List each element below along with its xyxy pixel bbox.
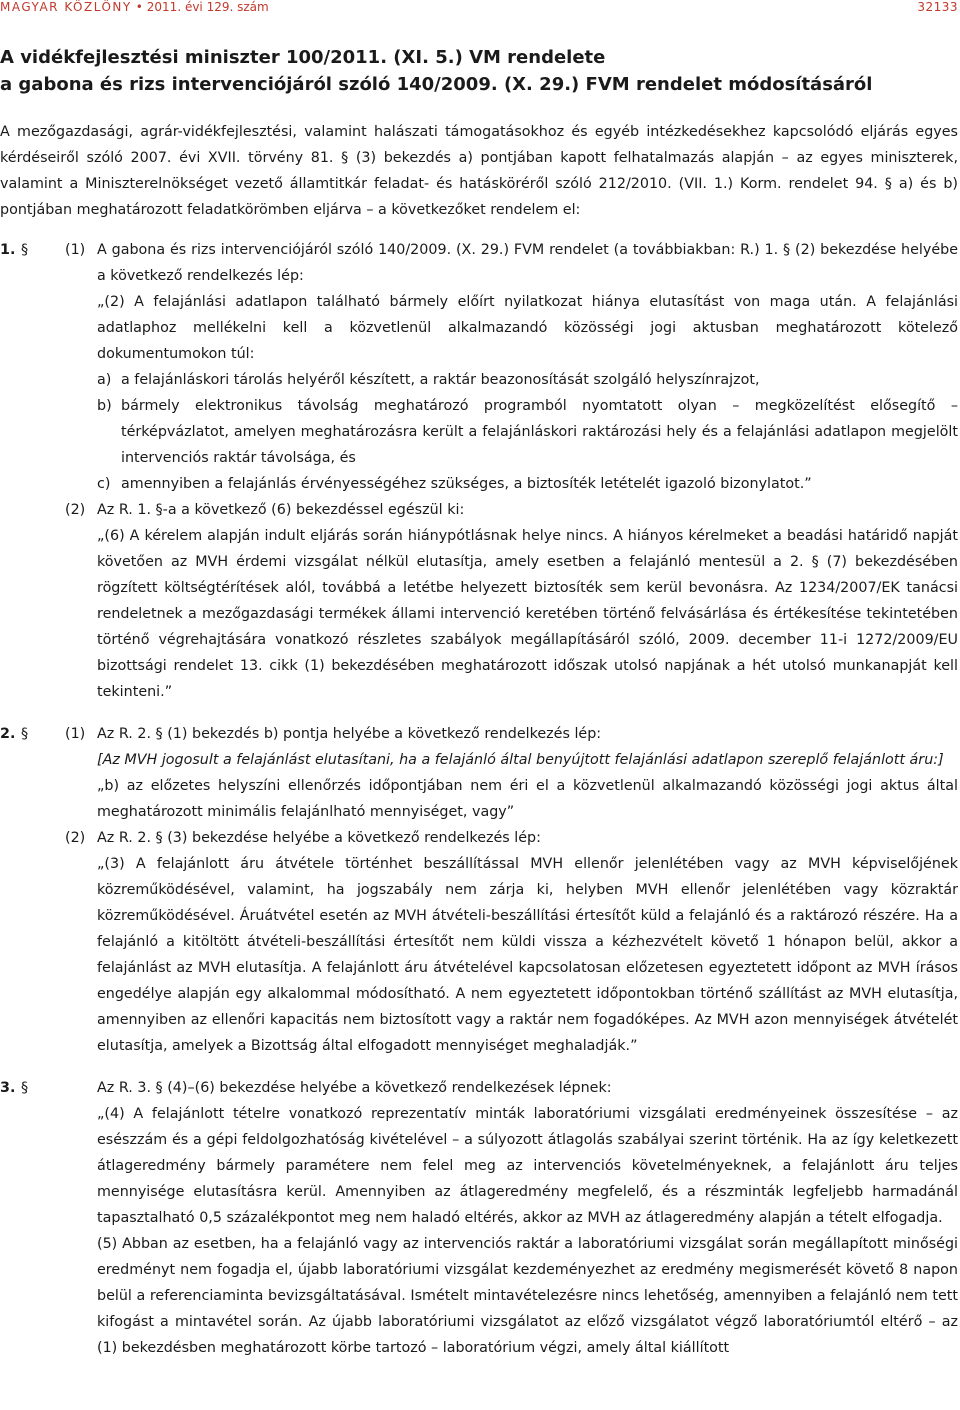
- paragraph-body: [97, 721, 958, 825]
- quoted-provision-5: (5) Abban az esetben, ha a felajánló vagy az intervenciós raktár a laboratóriumi vizsgálat során megállapított minőségi eredményt nem fogadja el, újabb laboratóriumi vizsgálat kezdeményezhet az eredmény megismerését követő 8 napon belül a referenciaminta bevizsgáltatásával. Ismételt mintavételezésre nincs lehetőség, amennyiben a felajánló nem tett kifogást a mintavétel során. Az újabb laboratóriumi vizsgálatot az előző vizsgálatot végző laboratóriumtól eltérő – az (1) bekezdésben meghatározott körbe tartozó – laboratórium végzi, amely által kiállított: [97, 1236, 958, 1356]
- paragraph-2: [65, 497, 958, 705]
- quoted-provision: „(6) A kérelem alapján indult eljárás során hiánypótlásnak helye nincs. A hiányos kérelmeket a beadási határidő napját követően az MVH érdemi vizsgálat nélkül elutasítja, amely esetben a felajánló mentesül a 2. § (7) bekezdésében rögzített költségtérítések alól, továbbá a letétbe helyezett biztosíték sem kerül bevonásra. Az 1234/2007/EK tanácsi rendeletnek a mezőgazdasági termékek állami intervenció keretében történő felvásárlása és értékesítése tekintetében történő végrehajtására vonatkozó részletes szabályok megállapításáról szóló, 2009. december 11-i 1272/2009/EU bizottsági rendelet 13. cikk (1) bekezdésében meghatározott időszak utolsó napjának a hét utolsó munkanapját kell tekinteni.”: [97, 528, 958, 700]
- item-text: amennyiben a felajánlás érvényességéhez szükséges, a biztosíték letételét igazoló bizonylatot.”: [121, 476, 812, 492]
- paragraph-2: [65, 825, 958, 1059]
- paragraph-intro: Az R. 3. § (4)–(6) bekezdése helyébe a következő rendelkezések lépnek:: [97, 1080, 612, 1096]
- quoted-provision: „(2) A felajánlási adatlapon található bármely előírt nyilatkozat hiánya elutasítást von maga után. A felajánlási adatlaphoz mellékelni kell a közvetlenül alkalmazandó közösségi jogi aktusban meghatározott kötelező dokumentumokon túl:: [97, 294, 958, 362]
- item-label: c): [97, 476, 111, 492]
- item-text: a felajánláskori tárolás helyéről készített, a raktár beazonosítását szolgáló helyszínrajzot,: [121, 372, 760, 388]
- page-header: [0, 0, 960, 16]
- decree-title: [0, 44, 940, 98]
- section-symbol: §: [21, 242, 29, 258]
- paragraph-number: (1): [65, 242, 86, 258]
- section-body: [65, 237, 958, 705]
- title-line-2: a gabona és rizs intervenciójáról szóló 140/2009. (X. 29.) FVM rendelet módosításáról: [0, 74, 873, 95]
- section-number: 1.: [0, 242, 16, 258]
- item-label: b): [97, 398, 112, 414]
- item-label: a): [97, 372, 112, 388]
- title-line-1: A vidékfejlesztési miniszter 100/2011. (XI. 5.) VM rendelete: [0, 47, 606, 68]
- section-number: 2.: [0, 726, 16, 742]
- paragraph-intro: Az R. 2. § (3) bekezdése helyébe a következő rendelkezés lép:: [97, 830, 541, 846]
- italic-context: [Az MVH jogosult a felajánlást elutasítani, ha a felajánló által benyújtott felajánlási adatlapon szereplő felajánlott áru:]: [97, 752, 944, 768]
- issue-label: 2011. évi 129. szám: [146, 0, 269, 14]
- journal-name: MAGYAR KÖZLÖNY: [0, 0, 132, 14]
- preamble: A mezőgazdasági, agrár-vidékfejlesztési, valamint halászati támogatásokhoz és egyéb intézkedésekhez kapcsolódó eljárás egyes kérdéseiről szóló 2007. évi XVII. törvény 81. § (3) bekezdés a) pontjában kapott felhatalmazás alapján – az egyes miniszterek, valamint a Miniszterelnökséget vezető államtitkár feladat- és hatásköréről szóló 212/2010. (VII. 1.) Korm. rendelet 94. § a) és b) pontjában meghatározott feladatkörömben eljárva – a következőket rendelem el:: [0, 124, 958, 218]
- quoted-provision-4: „(4) A felajánlott tételre vonatkozó reprezentatív minták laboratóriumi vizsgálati eredményeinek összesítése – az esészzám és a gépi feldolgozhatóság kivételével – a súlyozott átlagolás szabályai szerint történik. Ha az így keletkezett átlageredmény bármely paramétere nem felel meg az intervenciós követelményeknek, a felajánlott áru teljes mennyisége elutasításra kerül. Amennyiben az átlageredmény megfelelő, és a részminták legfeljebb harmadánál tapasztalható 0,5 százalékpontot meg nem haladó eltérés, akkor az MVH az átlageredmény alapján a tételt elfogadja.: [97, 1106, 958, 1226]
- journal-header: [0, 0, 269, 14]
- quoted-provision: „(3) A felajánlott áru átvétele történhet beszállítással MVH ellenőr jelenlétében vagy az MVH képviselőjének közreműködésével, valamint, ha jogszabály nem zárja ki, helyben MVH ellenőr jelenlétében vagy közraktár közreműködésével. Áruátvétel esetén az MVH átvételi-beszállítási értesítőt küld a felajánló és a raktározó részére. Ha a felajánló a kitöltött átvételi-beszállítási értesítőt nem küldi vissza a kézhezvételt követő 1 hónapon belül, akkor a felajánlást az MVH elutasítja. A felajánlott áru átvételével kapcsolatosan előzetesen egyeztetett időpont az MVH írásos engedélye alapján egy alkalommal módosítható. A nem egyeztetett időpontokban történő szállítást az MVH elutasítja, amennyiben az ellenőri kapacitás nem biztosított vagy a raktár nem fogadóképes. Az MVH azon mennyiségek átvételét elutasítja, amelyek a Bizottság által elfogadott mennyiséget meghaladják.”: [97, 856, 958, 1054]
- paragraph-number-empty: [65, 1075, 97, 1361]
- document-body: [0, 119, 958, 1361]
- list-item: [97, 393, 958, 471]
- section-symbol: §: [21, 1080, 29, 1096]
- paragraph-number: (2): [65, 502, 86, 518]
- quoted-provision: „b) az előzetes helyszíni ellenőrzés időpontjában nem éri el a közvetlenül alkalmazandó közösségi jogi aktus által meghatározott minimális felajánlható mennyiséget, vagy”: [97, 778, 958, 820]
- list-item: [97, 367, 958, 393]
- paragraph-intro: Az R. 1. §-a a következő (6) bekezdéssel egészül ki:: [97, 502, 465, 518]
- section-body: [65, 721, 958, 1059]
- section-spacer: [0, 1059, 958, 1075]
- section-body: [65, 1075, 958, 1361]
- section-symbol: §: [21, 726, 29, 742]
- list-item: [97, 471, 958, 497]
- section-2: [0, 721, 958, 1059]
- paragraph-1: [65, 721, 958, 825]
- section-number: 3.: [0, 1080, 16, 1096]
- paragraph-body: [97, 825, 958, 1059]
- section-spacer: [0, 705, 958, 721]
- paragraph-main: [65, 1075, 958, 1361]
- header-bullet: •: [135, 0, 143, 14]
- paragraph-intro: A gabona és rizs intervenciójáról szóló 140/2009. (X. 29.) FVM rendelet (a továbbiakban: R.) 1. § (2) bekezdése helyébe a következő rendelkezés lép:: [97, 242, 958, 284]
- paragraph-number: (1): [65, 726, 86, 742]
- paragraph-number: (2): [65, 830, 86, 846]
- section-3: [0, 1075, 958, 1361]
- paragraph-body: [97, 1075, 958, 1361]
- paragraph-intro: Az R. 2. § (1) bekezdés b) pontja helyébe a következő rendelkezés lép:: [97, 726, 602, 742]
- page-number: 32133: [917, 0, 958, 14]
- paragraph-body: [97, 237, 958, 497]
- paragraph-body: [97, 497, 958, 705]
- section-1: [0, 237, 958, 705]
- paragraph-1: [65, 237, 958, 497]
- item-text: bármely elektronikus távolság meghatározó programból nyomtatott olyan – megközelítést elősegítő – térképvázlatot, amelyen meghatározásra került a felajánláskori raktározási hely és a felajánlási adatlapon megjelölt intervenciós raktár távolsága, és: [121, 398, 958, 466]
